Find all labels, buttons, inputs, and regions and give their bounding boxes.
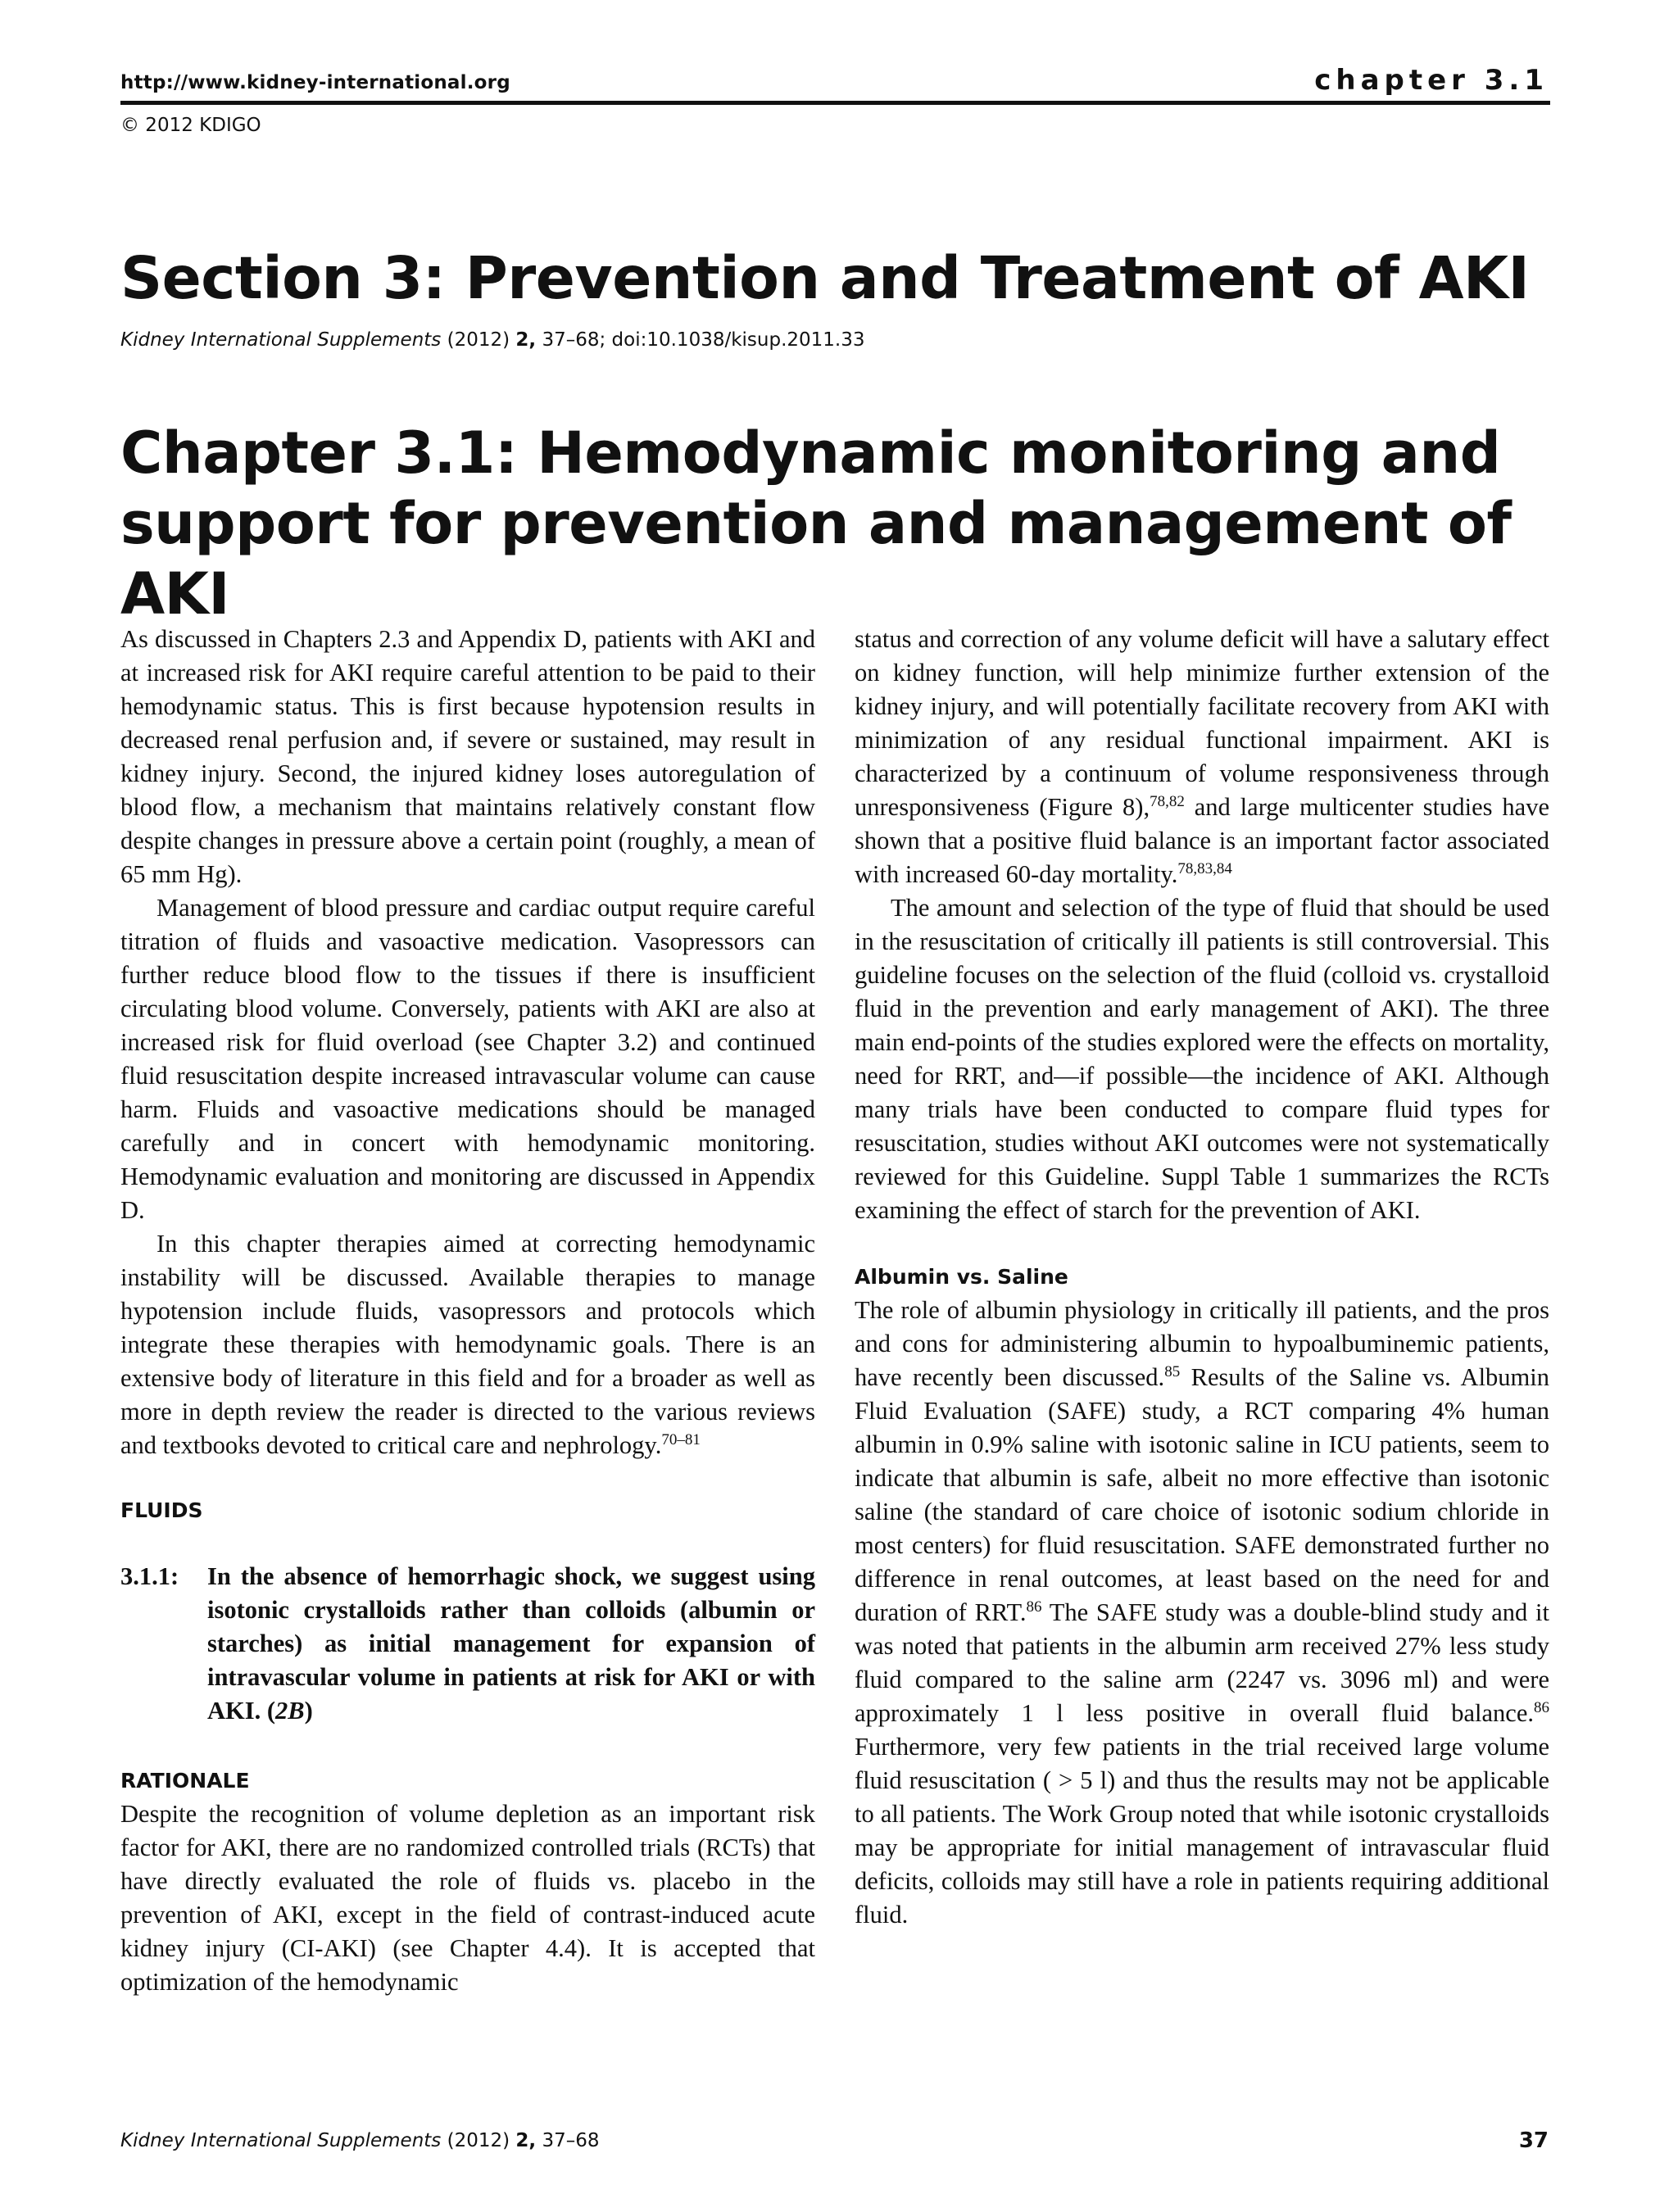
header-rule (120, 101, 1550, 105)
paragraph-text: status and correction of any volume deficit will have a salutary effect on kidney function, will help minimize further extension of the kidney injury, and will potentially facilitate recovery from AKI with minimization of any residual functional impairment. AKI is characterized by a continuum of volume responsiveness through unresponsiveness (Figure 8), (855, 625, 1549, 821)
reference-superscript: 85 (1164, 1363, 1181, 1380)
footer-pages: 37–68 (536, 2130, 600, 2151)
body-paragraph (855, 623, 1549, 891)
recommendation-block (120, 1560, 815, 1728)
recommendation-body: In the absence of hemorrhagic shock, we suggest using isotonic crystalloids rather than colloids (albumin or starches) as initial management for expansion of intravascular volume in patients at risk for AKI or with AKI. ( (207, 1562, 815, 1725)
recommendation-grade: 2B (275, 1697, 305, 1725)
recommendation-text (207, 1560, 815, 1728)
recommendation-close: ) (304, 1697, 313, 1725)
citation-doi: 37–68; doi:10.1038/kisup.2011.33 (536, 329, 865, 351)
reference-superscript: 70–81 (661, 1431, 701, 1448)
reference-superscript: 78,83,84 (1177, 860, 1232, 877)
paragraph-text: In this chapter therapies aimed at correcting hemodynamic instability will be discussed. Available therapies to manage hypotension include fluids, vasopressors and protocols which integrate these therapies with hemodynamic goals. There is an extensive body of literature in this field and for a broader as well as more in depth review the reader is directed to the various reviews and textbooks devoted to critical care and nephrology. (120, 1230, 815, 1459)
paragraph-text: The SAFE study was a double-blind study and it was noted that patients in the albumin arm received 27% less study fluid compared to the saline arm (2247 vs. 3096 ml) and were approximately 1 l less positive in overall fluid balance. (855, 1598, 1549, 1727)
body-paragraph: As discussed in Chapters 2.3 and Appendix D, patients with AKI and at increased risk for AKI require careful attention to be paid to their hemodynamic status. This is first because hypotension results in decreased renal perfusion and, if severe or sustained, may result in kidney injury. Second, the injured kidney loses autoregulation of blood flow, a mechanism that maintains relatively constant flow despite changes in pressure above a certain point (roughly, a mean of 65 mm Hg). (120, 625, 815, 888)
paragraph-text: Results of the Saline vs. Albumin Fluid Evaluation (SAFE) study, a RCT comparing 4% human albumin in 0.9% saline with isotonic saline in ICU patients, seem to indicate that albumin is safe, albeit no more effective than isotonic saline (the standard of care choice of isotonic sodium chloride in most centers) for fluid resuscitation. SAFE demonstrated further no difference in renal outcomes, at least based on the need for and duration of RRT. (855, 1363, 1549, 1626)
citation-volume: 2, (515, 329, 537, 351)
albumin-heading: Albumin vs. Saline (855, 1265, 1068, 1289)
right-column (855, 623, 1549, 1932)
body-paragraph: Despite the recognition of volume depletion as an important risk factor for AKI, there are no randomized controlled trials (RCTs) that have directly evaluated the role of fluids vs. placebo in the prevention of AKI, except in the field of contrast-induced acute kidney injury (CI-AKI) (see Chapter 4.4). It is accepted that optimization of the hemodynamic (120, 1800, 815, 1996)
paragraph-text: The role of albumin physiology in critically ill patients, and the pros and cons for administering albumin to hypoalbuminemic patients, have recently been discussed. (855, 1296, 1549, 1391)
citation-journal: Kidney International Supplements (120, 329, 442, 351)
copyright-notice: © 2012 KDIGO (120, 115, 261, 136)
citation-line (120, 329, 865, 351)
reference-superscript: 78,82 (1150, 793, 1185, 810)
chapter-tag: chapter 3.1 (1314, 64, 1549, 97)
body-paragraph (120, 1227, 815, 1462)
header-url-link[interactable]: http://www.kidney-international.org (120, 72, 510, 93)
paragraph-text: Furthermore, very few patients in the trial received large volume fluid resuscitation ( > 5 l) and thus the results may not be applicable to all patients. The Work Group noted that while isotonic crystalloids may be appropriate for initial management of intravascular fluid deficits, colloids may still have a role in patients requiring additional fluid. (855, 1733, 1549, 1929)
footer-year: (2012) (441, 2130, 516, 2151)
recommendation-number: 3.1.1: (120, 1562, 179, 1590)
left-column (120, 623, 815, 1999)
fluids-heading: FLUIDS (120, 1498, 203, 1522)
footer-journal-name: Kidney International Supplements (120, 2130, 442, 2151)
citation-year: (2012) (441, 329, 516, 351)
rationale-heading: RATIONALE (120, 1769, 250, 1793)
footer-citation (120, 2130, 600, 2151)
reference-superscript: 86 (1534, 1699, 1549, 1716)
page-number: 37 (1518, 2128, 1549, 2153)
body-paragraph (855, 1294, 1549, 1932)
body-paragraph: The amount and selection of the type of fluid that should be used in the resuscitation of critically ill patients is still controversial. This guideline focuses on the selection of the fluid (colloid vs. crystalloid fluid in the prevention and early management of AKI). The three main end-points of the studies explored were the effects on mortality, need for RRT, and—if possible—the incidence of AKI. Although many trials have been conducted to compare fluid types for resuscitation, studies without AKI outcomes were not systematically reviewed for this Guideline. Suppl Table 1 summarizes the RCTs examining the effect of starch for the prevention of AKI. (855, 894, 1549, 1224)
section-title: Section 3: Prevention and Treatment of AKI (120, 244, 1530, 312)
reference-superscript: 86 (1026, 1598, 1042, 1616)
body-paragraph: Management of blood pressure and cardiac output require careful titration of fluids and vasoactive medication. Vasopressors can further reduce blood flow to the tissues if there is insufficient circulating blood volume. Conversely, patients with AKI are also at increased risk for fluid overload (see Chapter 3.2) and continued fluid resuscitation despite increased intravascular volume can cause harm. Fluids and vasoactive medications should be managed carefully and in concert with hemodynamic monitoring. Hemodynamic evaluation and monitoring are discussed in Appendix D. (120, 894, 815, 1224)
chapter-title: Chapter 3.1: Hemodynamic monitoring and support for prevention and management of AKI (120, 419, 1512, 628)
paragraph-text: and large multicenter studies have shown that a positive fluid balance is an important factor associated with increased 60-day mortality. (855, 793, 1549, 888)
footer-volume: 2, (515, 2130, 537, 2151)
